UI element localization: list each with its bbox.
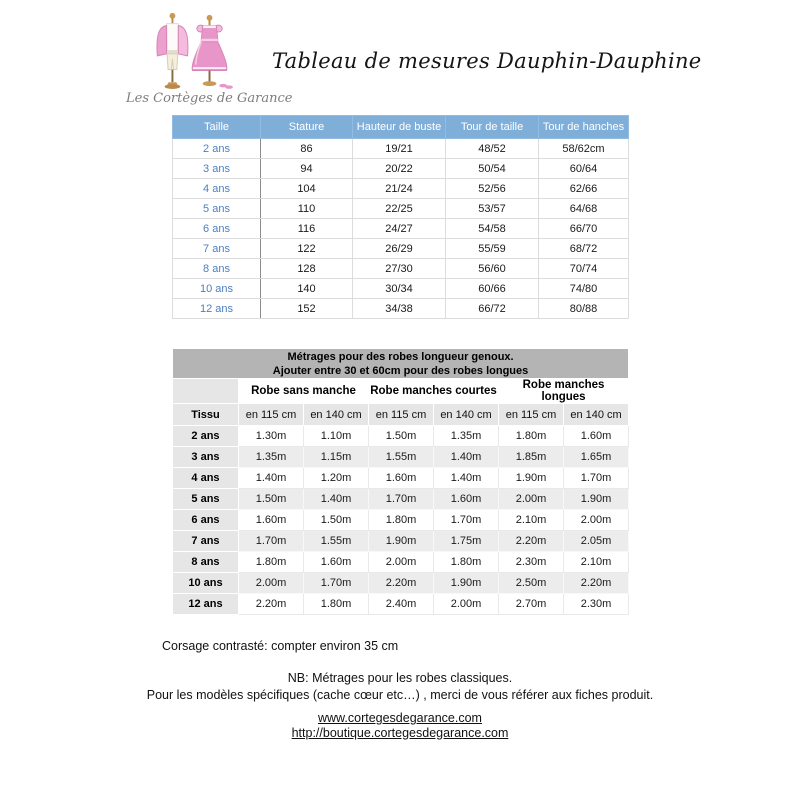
metrage-value: 1.90m: [499, 468, 564, 489]
metrage-value: 1.15m: [304, 447, 369, 468]
buste-value: 22/25: [353, 199, 446, 219]
metrage-size-label: 4 ans: [173, 468, 239, 489]
nb-note: [0, 670, 800, 703]
metrage-value: 2.10m: [564, 552, 629, 573]
taille-value: 48/52: [446, 139, 539, 159]
hanches-value: 64/68: [539, 199, 629, 219]
brand-logo: [126, 10, 293, 106]
metrage-value: 2.20m: [499, 531, 564, 552]
size-label[interactable]: 3 ans: [173, 159, 261, 179]
metrage-value: 2.40m: [369, 594, 434, 615]
width-115-3: en 115 cm: [499, 404, 564, 426]
metrage-size-label: 2 ans: [173, 426, 239, 447]
group-manches-courtes: Robe manches courtes: [369, 379, 499, 404]
metrage-value: 2.20m: [239, 594, 304, 615]
page-title: Tableau de mesures Dauphin-Dauphine: [272, 49, 702, 73]
metrage-value: 2.10m: [499, 510, 564, 531]
hanches-value: 58/62cm: [539, 139, 629, 159]
mannequins-logo-icon: [131, 10, 249, 90]
boutique-site-link[interactable]: http://boutique.cortegesdegarance.com: [291, 725, 509, 740]
measurements-row: [173, 159, 629, 179]
stature-value: 104: [261, 179, 353, 199]
measurements-row: [173, 139, 629, 159]
metrage-value: 1.80m: [239, 552, 304, 573]
metrage-value: 1.70m: [434, 510, 499, 531]
measurements-row: [173, 279, 629, 299]
group-manches-longues: Robe manches longues: [499, 379, 629, 404]
width-115-2: en 115 cm: [369, 404, 434, 426]
metrage-value: 1.70m: [369, 489, 434, 510]
size-label[interactable]: 6 ans: [173, 219, 261, 239]
metrage-value: 1.60m: [239, 510, 304, 531]
tissu-header: Tissu: [173, 404, 239, 426]
metrage-value: 1.50m: [369, 426, 434, 447]
col-header-buste: Hauteur de buste: [353, 116, 446, 139]
buste-value: 24/27: [353, 219, 446, 239]
metrage-value: 1.80m: [499, 426, 564, 447]
taille-value: 50/54: [446, 159, 539, 179]
metrage-value: 2.30m: [564, 594, 629, 615]
size-label[interactable]: 4 ans: [173, 179, 261, 199]
measurements-row: [173, 259, 629, 279]
metrage-value: 2.05m: [564, 531, 629, 552]
measurements-table: [172, 115, 629, 319]
metrage-size-label: 12 ans: [173, 594, 239, 615]
corsage-note: Corsage contrasté: compter environ 35 cm: [162, 639, 399, 653]
metrage-value: 1.55m: [304, 531, 369, 552]
metrage-value: 1.50m: [239, 489, 304, 510]
hanches-value: 80/88: [539, 299, 629, 319]
metrage-value: 1.65m: [564, 447, 629, 468]
taille-value: 56/60: [446, 259, 539, 279]
buste-value: 21/24: [353, 179, 446, 199]
measurements-row: [173, 239, 629, 259]
metrage-row: [173, 468, 629, 489]
metrage-value: 2.00m: [499, 489, 564, 510]
metrage-value: 1.60m: [434, 489, 499, 510]
metrage-value: 2.30m: [499, 552, 564, 573]
buste-value: 34/38: [353, 299, 446, 319]
metrage-row: [173, 552, 629, 573]
metrage-width-header-row: [173, 404, 629, 426]
metrage-row: [173, 573, 629, 594]
metrage-value: 1.50m: [304, 510, 369, 531]
metrage-value: 2.00m: [434, 594, 499, 615]
metrage-row: [173, 510, 629, 531]
buste-value: 26/29: [353, 239, 446, 259]
metrage-value: 2.20m: [564, 573, 629, 594]
size-label[interactable]: 8 ans: [173, 259, 261, 279]
website-links: [0, 711, 800, 740]
size-label[interactable]: 5 ans: [173, 199, 261, 219]
taille-value: 53/57: [446, 199, 539, 219]
metrage-group-header-row: [173, 379, 629, 404]
metrage-value: 1.70m: [564, 468, 629, 489]
width-140-3: en 140 cm: [564, 404, 629, 426]
nb-note-line1: NB: Métrages pour les robes classiques.: [287, 671, 513, 685]
size-label[interactable]: 2 ans: [173, 139, 261, 159]
metrage-title-line1: Métrages pour des robes longueur genoux.: [287, 350, 514, 363]
metrage-value: 1.80m: [434, 552, 499, 573]
size-label[interactable]: 7 ans: [173, 239, 261, 259]
buste-value: 19/21: [353, 139, 446, 159]
metrage-value: 1.35m: [239, 447, 304, 468]
hanches-value: 62/66: [539, 179, 629, 199]
buste-value: 30/34: [353, 279, 446, 299]
measurements-row: [173, 179, 629, 199]
metrage-value: 1.30m: [239, 426, 304, 447]
metrage-size-label: 7 ans: [173, 531, 239, 552]
metrage-value: 1.40m: [434, 447, 499, 468]
measurements-row: [173, 299, 629, 319]
metrage-value: 1.80m: [304, 594, 369, 615]
taille-value: 55/59: [446, 239, 539, 259]
metrage-value: 1.40m: [304, 489, 369, 510]
metrage-value: 1.10m: [304, 426, 369, 447]
col-header-hanches: Tour de hanches: [539, 116, 629, 139]
nb-note-line2: Pour les modèles spécifiques (cache cœur etc…) , merci de vous référer aux fiches produit.: [146, 687, 654, 702]
metrage-value: 1.80m: [369, 510, 434, 531]
metrage-value: 2.00m: [564, 510, 629, 531]
size-label[interactable]: 10 ans: [173, 279, 261, 299]
stature-value: 86: [261, 139, 353, 159]
metrage-row: [173, 447, 629, 468]
metrage-size-label: 5 ans: [173, 489, 239, 510]
metrage-value: 2.70m: [499, 594, 564, 615]
taille-value: 54/58: [446, 219, 539, 239]
metrage-value: 1.40m: [434, 468, 499, 489]
buste-value: 20/22: [353, 159, 446, 179]
stature-value: 122: [261, 239, 353, 259]
stature-value: 140: [261, 279, 353, 299]
measurements-row: [173, 219, 629, 239]
measurements-row: [173, 199, 629, 219]
metrage-value: 1.75m: [434, 531, 499, 552]
stature-value: 128: [261, 259, 353, 279]
group-sans-manche: Robe sans manche: [239, 379, 369, 404]
metrage-title-bar: [173, 349, 629, 379]
metrage-size-label: 3 ans: [173, 447, 239, 468]
metrage-value: 1.40m: [239, 468, 304, 489]
buste-value: 27/30: [353, 259, 446, 279]
metrage-value: 1.60m: [564, 426, 629, 447]
metrage-value: 2.00m: [239, 573, 304, 594]
hanches-value: 74/80: [539, 279, 629, 299]
stature-value: 94: [261, 159, 353, 179]
metrage-size-label: 10 ans: [173, 573, 239, 594]
col-header-taille-tour: Tour de taille: [446, 116, 539, 139]
measurements-header-row: [173, 116, 629, 139]
col-header-stature: Stature: [261, 116, 353, 139]
metrage-value: 1.90m: [434, 573, 499, 594]
hanches-value: 70/74: [539, 259, 629, 279]
stature-value: 110: [261, 199, 353, 219]
hanches-value: 66/70: [539, 219, 629, 239]
metrage-size-label: 6 ans: [173, 510, 239, 531]
metrage-row: [173, 489, 629, 510]
metrage-title-line2: Ajouter entre 30 et 60cm pour des robes longues: [272, 364, 529, 377]
taille-value: 52/56: [446, 179, 539, 199]
stature-value: 152: [261, 299, 353, 319]
metrage-value: 1.90m: [369, 531, 434, 552]
brand-name: Les Cortèges de Garance: [126, 91, 293, 106]
metrage-value: 2.50m: [499, 573, 564, 594]
metrage-row: [173, 594, 629, 615]
hanches-value: 60/64: [539, 159, 629, 179]
width-140-2: en 140 cm: [434, 404, 499, 426]
main-site-link[interactable]: www.cortegesdegarance.com: [318, 711, 482, 725]
metrage-value: 1.70m: [304, 573, 369, 594]
metrage-size-label: 8 ans: [173, 552, 239, 573]
metrage-value: 2.00m: [369, 552, 434, 573]
width-115-1: en 115 cm: [239, 404, 304, 426]
metrage-value: 1.20m: [304, 468, 369, 489]
metrage-value: 1.35m: [434, 426, 499, 447]
metrage-value: 1.60m: [304, 552, 369, 573]
metrage-value: 1.85m: [499, 447, 564, 468]
size-label[interactable]: 12 ans: [173, 299, 261, 319]
metrage-row: [173, 426, 629, 447]
taille-value: 60/66: [446, 279, 539, 299]
hanches-value: 68/72: [539, 239, 629, 259]
metrage-row: [173, 531, 629, 552]
metrage-value: 1.70m: [239, 531, 304, 552]
metrage-value: 2.20m: [369, 573, 434, 594]
metrage-value: 1.60m: [369, 468, 434, 489]
metrage-table: [172, 348, 629, 615]
metrage-value: 1.90m: [564, 489, 629, 510]
stature-value: 116: [261, 219, 353, 239]
corner-cell: [173, 379, 239, 404]
taille-value: 66/72: [446, 299, 539, 319]
col-header-taille: Taille: [173, 116, 261, 139]
width-140-1: en 140 cm: [304, 404, 369, 426]
metrage-value: 1.55m: [369, 447, 434, 468]
